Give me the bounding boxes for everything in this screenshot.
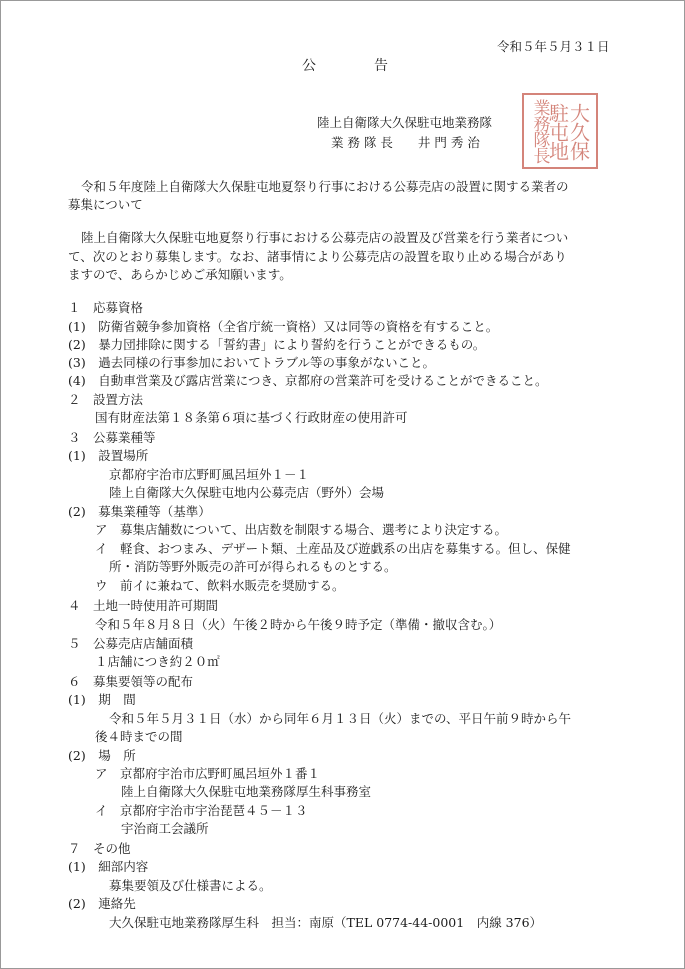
- section-2-body: 国有財産法第１８条第６項に基づく行政財産の使用許可: [95, 410, 408, 425]
- official-seal-stamp: [522, 93, 598, 169]
- section-1-item-1: (1) 防衛省競争参加資格（全省庁統一資格）又は同等の資格を有すること。: [68, 319, 499, 334]
- section-3-item-2-c: ウ 前イに兼ねて、飲料水販売を奨励する。: [95, 578, 345, 593]
- seal-text-col1: 大久保: [566, 102, 591, 160]
- issuing-organization: 陸上自衛隊大久保駐屯地業務隊: [317, 115, 493, 130]
- section-7-contact: 大久保駐屯地業務隊厚生科 担当：南原（TEL 0774-44-0001 内線 376）: [109, 915, 543, 930]
- section-3-item-1-venue: 陸上自衛隊大久保駐屯地内公募売店（野外）会場: [109, 485, 385, 500]
- intro-line-1: 陸上自衛隊大久保駐屯地夏祭り行事における公募売店の設置及び営業を行う業者につい: [81, 230, 569, 245]
- section-6-place-a-line-2: 陸上自衛隊大久保駐屯地業務隊厚生科事務室: [121, 784, 372, 799]
- intro-line-2: て、次のとおり募集します。なお、諸事情により公募売店の設置を取り止める場合があり: [68, 249, 567, 264]
- section-7-item-1: (1) 細部内容: [68, 859, 149, 874]
- issuer-name: 業 務 隊 長 井 門 秀 治: [331, 135, 480, 150]
- section-5-heading: ５ 公募売店店舗面積: [68, 636, 194, 651]
- subject-line-1: 令和５年度陸上自衛隊大久保駐屯地夏祭り行事における公募売店の設置に関する業者の: [81, 179, 569, 194]
- section-4-body: 令和５年８月８日（火）午後２時から午後９時予定（準備・撤収含む。）: [95, 617, 502, 632]
- section-7-item-2: (2) 連絡先: [68, 896, 136, 911]
- section-4-heading: ４ 土地一時使用許可期間: [68, 598, 219, 613]
- section-1-heading: １ 応募資格: [68, 300, 144, 315]
- notice-date: 令和５年５月３１日: [497, 39, 610, 54]
- intro-line-3: ますので、あらかじめご承知願います。: [68, 267, 292, 282]
- subject-line-2: 募集について: [68, 197, 143, 212]
- section-6-item-2: (2) 場 所: [68, 748, 136, 763]
- notice-title: 公 告: [302, 58, 410, 74]
- section-6-period-line-2: 後４時までの間: [95, 729, 183, 744]
- section-1-item-4: (4) 自動車営業及び露店営業につき、京都府の営業許可を受けることができること。: [68, 373, 548, 388]
- section-7-heading: ７ その他: [68, 841, 131, 856]
- section-2-heading: ２ 設置方法: [68, 392, 144, 407]
- section-3-heading: ３ 公募業種等: [68, 430, 156, 445]
- section-6-place-a-line-1: ア 京都府宇治市広野町風呂垣外１番１: [95, 766, 321, 781]
- section-6-place-b-line-1: イ 京都府宇治市宇治琵琶４５－１３: [95, 803, 308, 818]
- section-3-item-2-a: ア 募集店舗数について、出店数を制限する場合、選考により決定する。: [95, 522, 508, 537]
- section-3-item-2-b-line-1: イ 軽食、おつまみ、デザート類、土産品及び遊戯系の出店を募集する。但し、保健: [95, 541, 571, 556]
- seal-text-col2: 駐屯地: [545, 102, 570, 160]
- section-3-item-1-address: 京都府宇治市広野町風呂垣外１－１: [109, 467, 310, 482]
- seal-text-col3: 業務隊長: [529, 99, 550, 163]
- section-6-period-line-1: 令和５年５月３１日（水）から同年６月１３日（火）までの、平日午前９時から午: [109, 711, 572, 726]
- section-6-item-1: (1) 期 間: [68, 692, 136, 707]
- section-1-item-3: (3) 過去同様の行事参加においてトラブル等の事象がないこと。: [68, 355, 435, 370]
- section-6-place-b-line-2: 宇治商工会議所: [121, 821, 209, 836]
- section-1-item-2: (2) 暴力団排除に関する「誓約書」により誓約を行うことができるもの。: [68, 337, 486, 352]
- section-3-item-1: (1) 設置場所: [68, 448, 149, 463]
- section-3-item-2: (2) 募集業種等（基準）: [68, 504, 211, 519]
- section-7-item-1-body: 募集要領及び仕様書による。: [109, 878, 272, 893]
- section-5-body: １店舗につき約２０㎡: [95, 654, 220, 669]
- section-6-heading: ６ 募集要領等の配布: [68, 674, 194, 689]
- section-3-item-2-b-line-2: 所・消防等野外販売の許可が得られるものとする。: [109, 559, 397, 574]
